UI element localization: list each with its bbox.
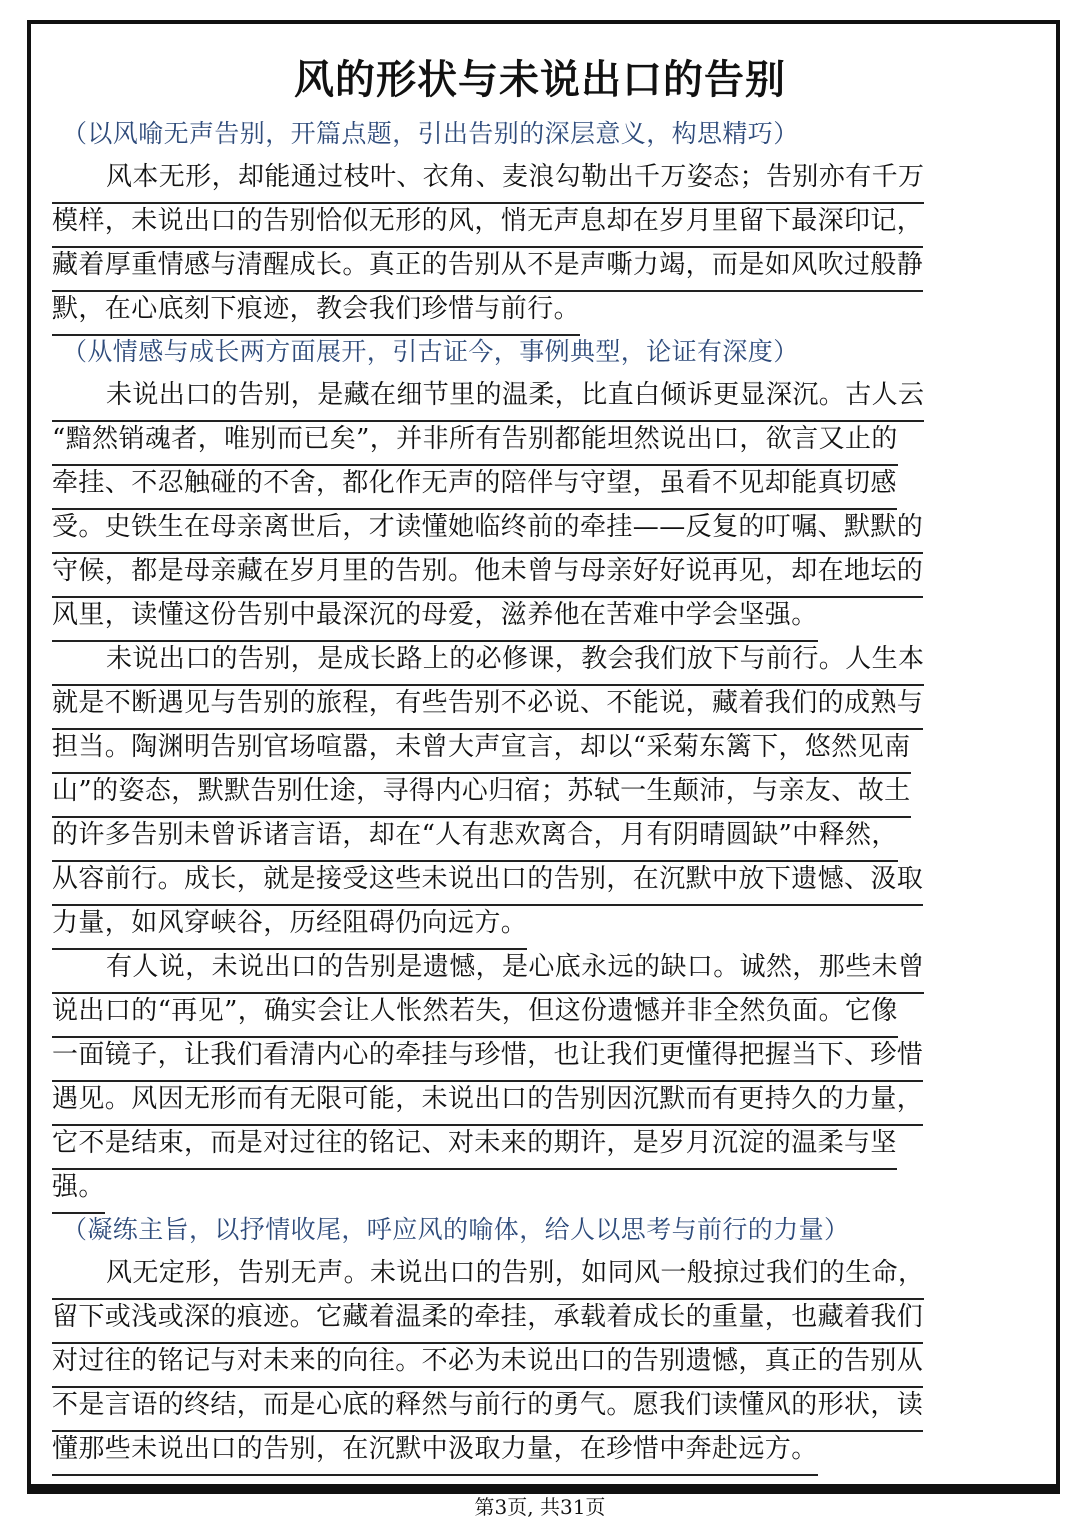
text-line: 留下或浅或深的痕迹。它藏着温柔的牵挂，承载着成长的重量，也藏着我们 [52,1298,923,1344]
text-line: 不是言语的终结，而是心底的释然与前行的勇气。愿我们读懂风的形状，读 [52,1386,923,1432]
comment-note: （凝练主旨，以抒情收尾，呼应风的喻体，给人以思考与前行的力量） [62,1215,850,1244]
text-line: 担当。陶渊明告别官场喧嚣，未曾大声宣言，却以“采菊东篱下，悠然见南 [52,728,911,774]
text-line: 风无定形，告别无声。未说出口的告别，如同风一般掠过我们的生命， [52,1254,924,1300]
text-line: 遇见。风因无形而有无限可能，未说出口的告别因沉默而有更持久的力量， [52,1080,923,1126]
text-line: 守候，都是母亲藏在岁月里的告别。他未曾与母亲好好说再见，却在地坛的 [52,552,923,598]
text-line: 一面镜子，让我们看清内心的牵挂与珍惜，也让我们更懂得把握当下、珍惜 [52,1036,923,1082]
text-line: 它不是结束，而是对过往的铭记、对未来的期许，是岁月沉淀的温柔与坚 [52,1124,897,1170]
text-line: 默，在心底刻下痕迹，教会我们珍惜与前行。 [52,290,580,336]
text-line: 牵挂、不忍触碰的不舍，都化作无声的陪伴与守望，虽看不见却能真切感 [52,464,897,510]
comment-note: （以风喻无声告别，开篇点题，引出告别的深层意义，构思精巧） [62,119,799,148]
text-line: 山”的姿态，默默告别仕途，寻得内心归宿；苏轼一生颠沛，与亲友、故土 [52,772,911,818]
text-line: 懂那些未说出口的告别，在沉默中汲取力量，在珍惜中奔赴远方。 [52,1430,818,1476]
text-line: “黯然销魂者，唯别而已矣”，并非所有告别都能坦然说出口，欲言又止的 [52,420,898,466]
text-line: 有人说，未说出口的告别是遗憾，是心底永远的缺口。诚然，那些未曾 [52,948,924,994]
text-line: 的许多告别未曾诉诸言语，却在“人有悲欢离合，月有阴晴圆缺”中释然， [52,816,898,862]
comment-note: （从情感与成长两方面展开，引古证今，事例典型，论证有深度） [62,337,799,366]
text-line: 力量，如风穿峡谷，历经阻碍仍向远方。 [52,904,527,950]
text-line: 风本无形，却能通过枝叶、衣角、麦浪勾勒出千万姿态；告别亦有千万 [52,158,924,204]
text-line: 未说出口的告别，是成长路上的必修课，教会我们放下与前行。人生本 [52,640,924,686]
text-line: 藏着厚重情感与清醒成长。真正的告别从不是声嘶力竭，而是如风吹过般静 [52,246,923,292]
text-line: 就是不断遇见与告别的旅程，有些告别不必说、不能说，藏着我们的成熟与 [52,684,923,730]
text-line: 未说出口的告别，是藏在细节里的温柔，比直白倾诉更显深沉。古人云 [52,376,924,422]
text-line: 强。 [52,1168,105,1214]
text-line: 对过往的铭记与对未来的向往。不必为未说出口的告别遗憾，真正的告别从 [52,1342,923,1388]
text-line: 从容前行。成长，就是接受这些未说出口的告别，在沉默中放下遗憾、汲取 [52,860,923,906]
essay-title: 风的形状与未说出口的告别 [294,57,786,103]
text-line: 说出口的“再见”，确实会让人怅然若失，但这份遗憾并非全然负面。它像 [52,992,898,1038]
text-line: 模样，未说出口的告别恰似无形的风，悄无声息却在岁月里留下最深印记， [52,202,923,248]
text-line: 受。史铁生在母亲离世后，才读懂她临终前的牵挂——反复的叮嘱、默默的 [52,508,923,554]
text-line: 风里，读懂这份告别中最深沉的母爱，滋养他在苦难中学会坚强。 [52,596,818,642]
page-number: 第3页, 共31页 [474,1495,606,1519]
